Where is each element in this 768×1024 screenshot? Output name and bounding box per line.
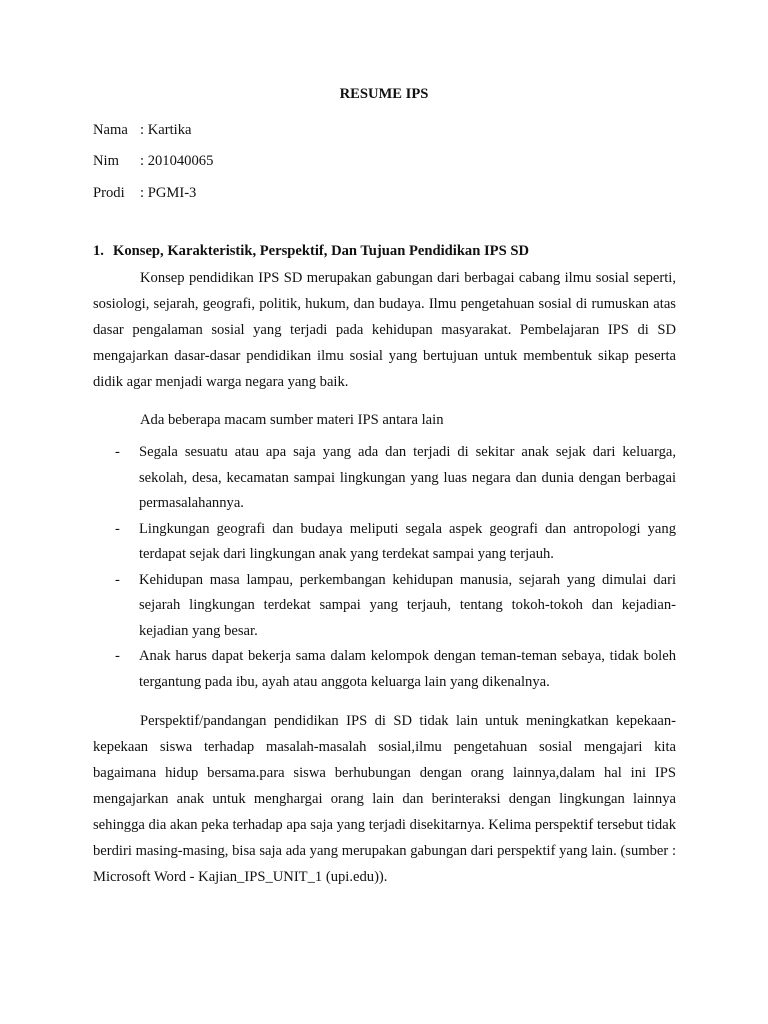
list-item — [93, 440, 676, 517]
paragraph-concept: Konsep pendidikan IPS SD merupakan gabungan dari berbagai cabang ilmu sosial seperti, sosiologi, sejarah, geografi, politik, hukum, dan budaya. Ilmu pengetahuan sosial di rumuskan atas dasar pengalaman sosial yang terjadi pada kehidupan masyarakat. Pembelajaran IPS di SD mengajarkan dasar-dasar pendidikan ilmu sosial yang bertujuan untuk membentuk sikap peserta didik agar menjadi warga negara yang baik. — [93, 270, 676, 390]
source-list — [93, 440, 676, 695]
section-heading — [93, 243, 529, 260]
info-value: : 201040065 — [140, 153, 214, 169]
list-item — [93, 517, 676, 568]
list-item — [93, 644, 676, 695]
list-item — [93, 568, 676, 645]
info-value: : Kartika — [140, 122, 192, 138]
list-item-text: Lingkungan geografi dan budaya meliputi segala aspek geografi dan antropologi yang terdapat sejak dari lingkungan anak yang terdekat sampai yang terjauh. — [139, 520, 676, 562]
list-intro: Ada beberapa macam sumber materi IPS antara lain — [140, 412, 444, 428]
info-row-nim — [93, 153, 213, 170]
info-label: Prodi — [93, 185, 125, 201]
list-item-text: Segala sesuatu atau apa saja yang ada dan terjadi di sekitar anak sejak dari keluarga, sekolah, desa, kecamatan sampai lingkungan yang luas negara dan dunia dengan berbagai permasalahannya. — [139, 444, 676, 511]
list-item-text: Kehidupan masa lampau, perkembangan kehidupan manusia, sejarah yang dimulai dari sejarah lingkungan terdekat sampai yang terjauh, tentang tokoh-tokoh dan kejadian-kejadian yang besar. — [139, 571, 676, 639]
info-row-prodi — [93, 185, 196, 202]
info-row-nama — [93, 122, 191, 139]
list-item-text: Anak harus dapat bekerja sama dalam kelompok dengan teman-teman sebaya, tidak boleh tergantung pada ibu, ayah atau anggota keluarga lain yang dikenalnya. — [139, 648, 676, 690]
paragraph-perspective: Perspektif/pandangan pendidikan IPS di SD tidak lain untuk meningkatkan kepekaan-kepekaan siswa terhadap masalah-masalah sosial,ilmu pengetahuan sosial mengajari kita bagaimana hidup bersama.para siswa berhubungan dengan orang lainnya,dalam hal ini IPS mengajarkan anak untuk menghargai orang lain dan berinteraksi dengan lingkungan lainnya sehingga dia akan peka terhadap apa saja yang terjadi disekitarnya. Kelima perspektif tersebut tidak berdiri masing-masing, bisa saja ada yang merupakan gabungan dari perspektif yang lain. (sumber : Microsoft Word - Kajian_IPS_UNIT_1 (upi.edu)). — [93, 713, 676, 885]
bullet-dash: - — [115, 444, 120, 460]
info-value: : PGMI-3 — [140, 185, 197, 201]
info-label: Nim — [93, 153, 119, 169]
bullet-dash: - — [115, 571, 120, 588]
bullet-dash: - — [115, 648, 120, 664]
info-label: Nama — [93, 122, 128, 138]
document-title: RESUME IPS — [339, 86, 429, 102]
section-number: 1. — [93, 243, 104, 259]
section-heading-text: Konsep, Karakteristik, Perspektif, Dan Tujuan Pendidikan IPS SD — [113, 243, 530, 259]
bullet-dash: - — [115, 520, 120, 537]
